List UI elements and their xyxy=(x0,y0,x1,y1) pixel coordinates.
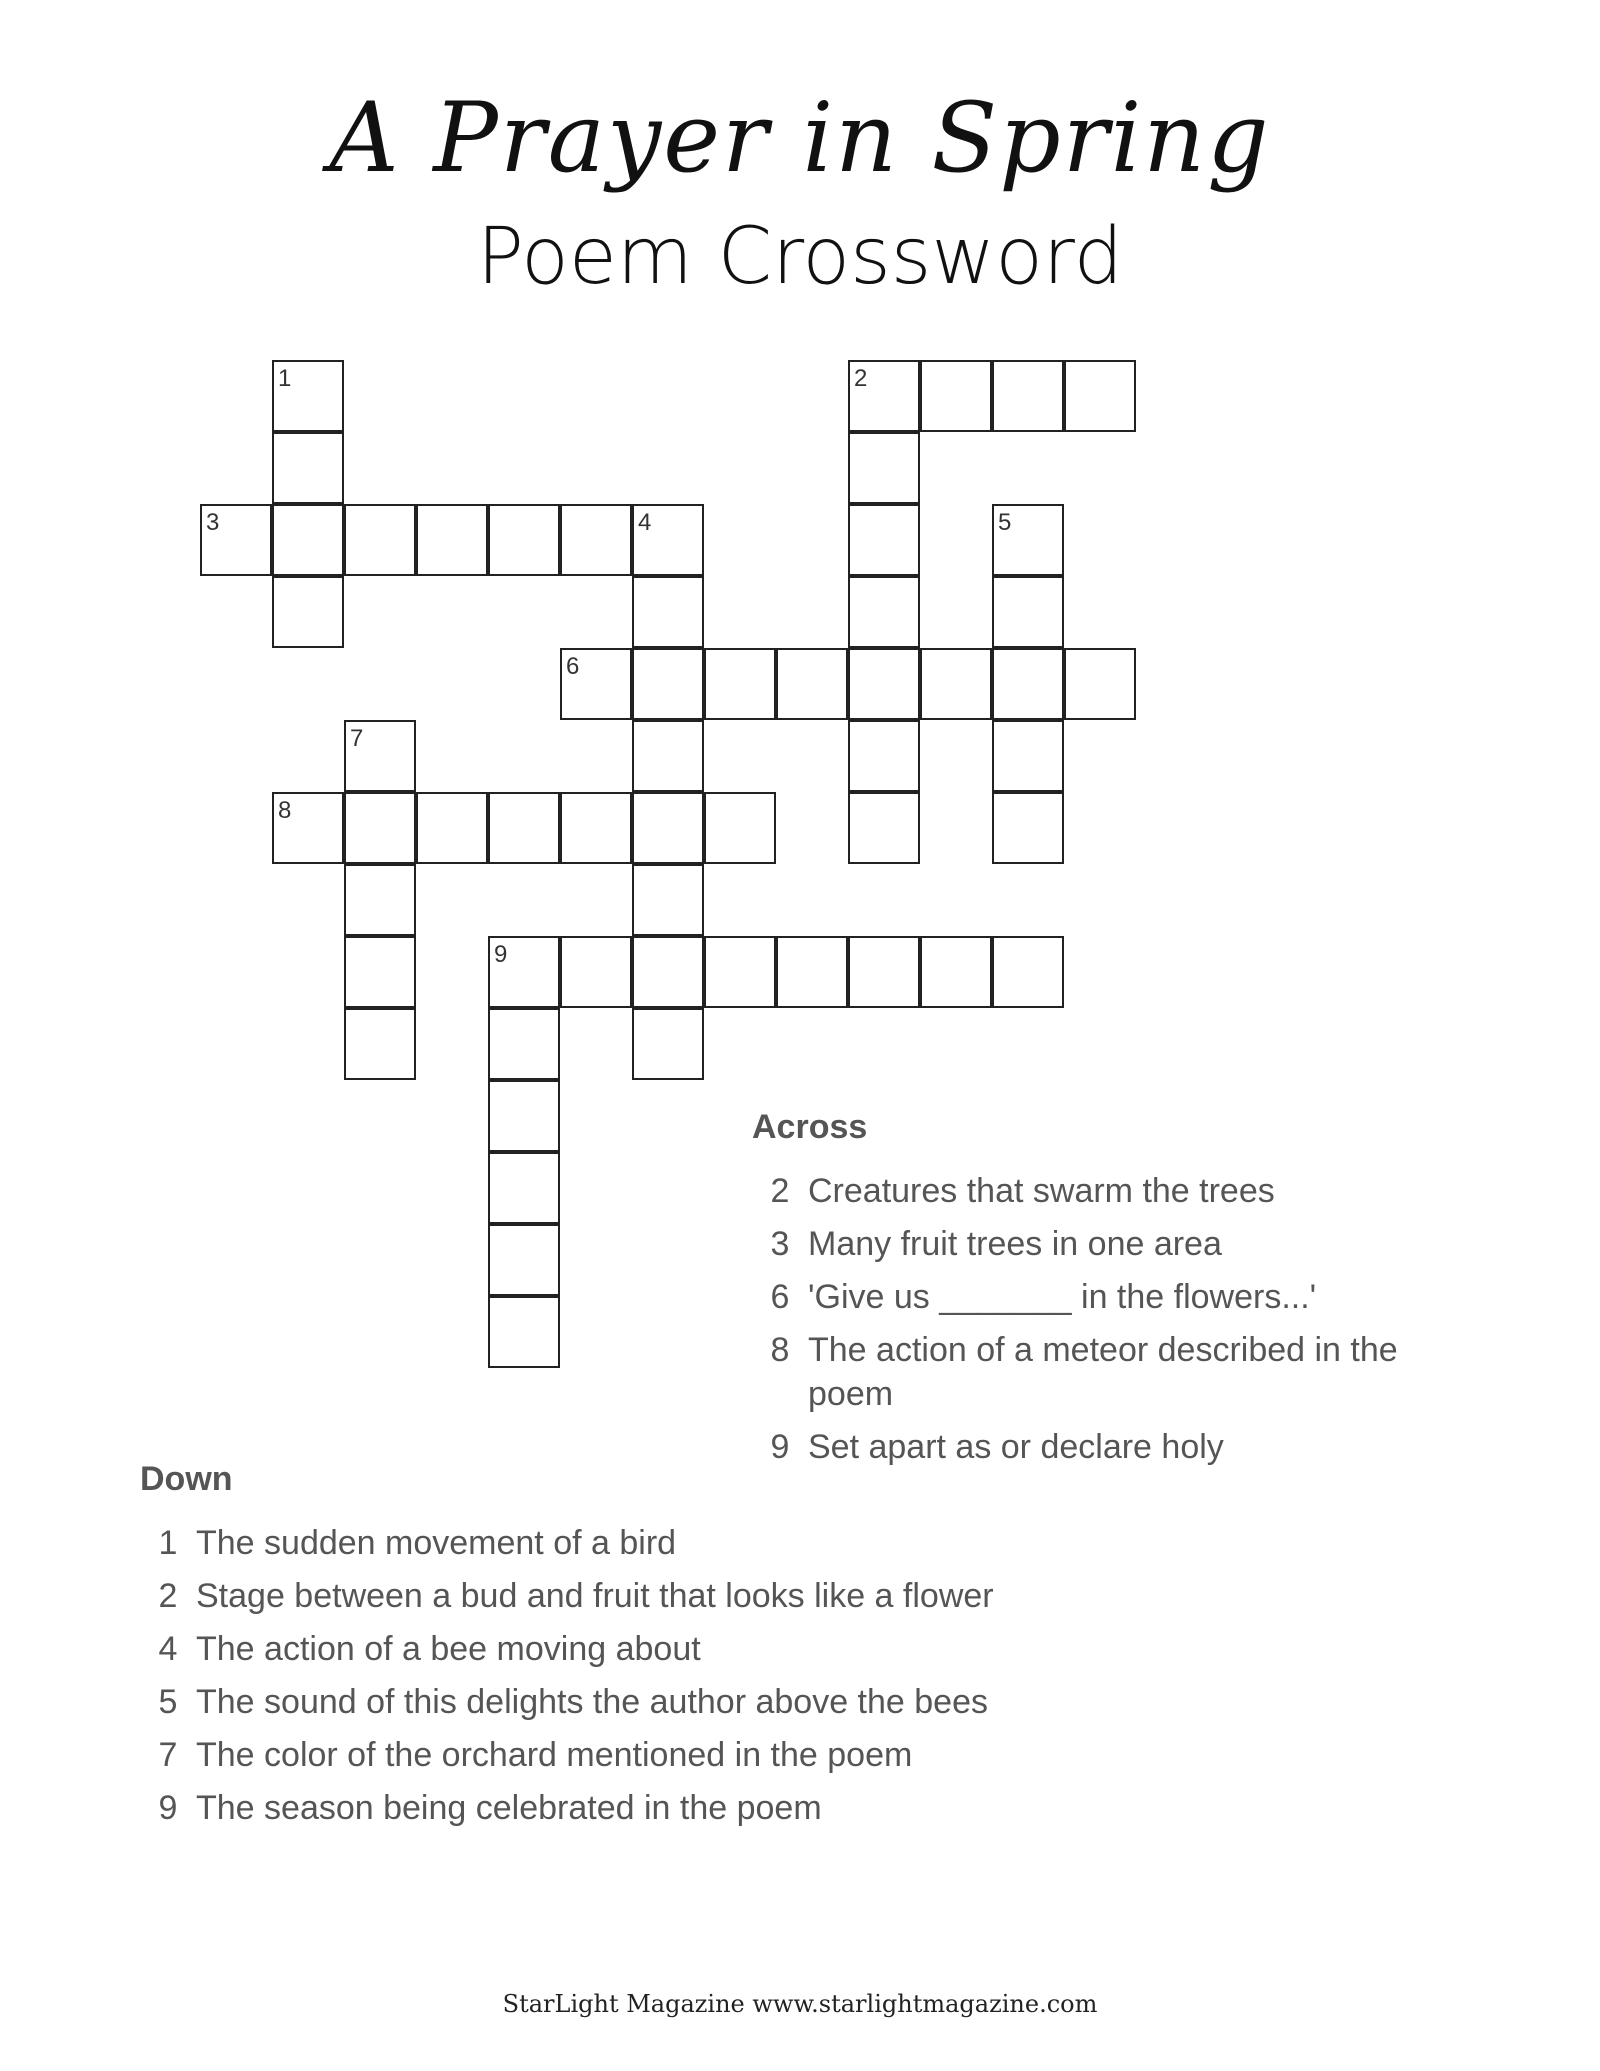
grid-cell[interactable] xyxy=(560,648,632,720)
grid-cell[interactable] xyxy=(488,1296,560,1368)
clue-number-label: 1 xyxy=(278,365,292,392)
clue-text: The color of the orchard mentioned in the poem xyxy=(196,1736,913,1774)
grid-cell[interactable] xyxy=(488,1008,560,1080)
grid-cell[interactable] xyxy=(992,720,1064,792)
grid-cell[interactable] xyxy=(632,792,704,864)
clue-number: 9 xyxy=(770,1428,790,1466)
clue-text: Creatures that swarm the trees xyxy=(808,1172,1275,1210)
clue-number: 3 xyxy=(770,1225,790,1263)
clue-number-label: 4 xyxy=(638,509,652,536)
grid-cell[interactable] xyxy=(272,792,344,864)
clue-number: 2 xyxy=(770,1172,790,1210)
grid-cell[interactable] xyxy=(1064,648,1136,720)
clue-number: 7 xyxy=(158,1736,178,1774)
grid-cell[interactable] xyxy=(1064,360,1136,432)
grid-cell[interactable] xyxy=(488,1080,560,1152)
clue-item xyxy=(752,1169,1482,1213)
clue-item xyxy=(752,1328,1482,1416)
grid-cell[interactable] xyxy=(704,792,776,864)
grid-cell[interactable] xyxy=(848,504,920,576)
clue-item xyxy=(140,1521,1010,1565)
grid-cell[interactable] xyxy=(848,432,920,504)
across-heading: Across xyxy=(752,1108,868,1146)
clue-item xyxy=(140,1627,1010,1671)
clue-number: 9 xyxy=(158,1789,178,1827)
grid-cell[interactable] xyxy=(632,936,704,1008)
clue-number-label: 7 xyxy=(350,725,364,752)
grid-cell[interactable] xyxy=(848,648,920,720)
grid-cell[interactable] xyxy=(272,576,344,648)
grid-cell[interactable] xyxy=(272,360,344,432)
clue-text: Stage between a bud and fruit that looks like a flower xyxy=(196,1577,994,1615)
grid-cell[interactable] xyxy=(272,504,344,576)
grid-cell[interactable] xyxy=(704,648,776,720)
clue-item xyxy=(140,1680,1010,1724)
clue-number: 4 xyxy=(158,1630,178,1668)
grid-cell[interactable] xyxy=(632,504,704,576)
grid-cell[interactable] xyxy=(344,936,416,1008)
clue-text: The action of a meteor described in the poem xyxy=(808,1331,1398,1413)
clue-text: The season being celebrated in the poem xyxy=(196,1789,822,1827)
grid-cell[interactable] xyxy=(992,360,1064,432)
grid-cell[interactable] xyxy=(488,792,560,864)
clue-number-label: 2 xyxy=(854,365,868,392)
grid-cell[interactable] xyxy=(632,576,704,648)
grid-cell[interactable] xyxy=(488,1152,560,1224)
clue-item xyxy=(140,1733,1010,1777)
clue-number: 6 xyxy=(770,1278,790,1316)
grid-cell[interactable] xyxy=(416,792,488,864)
grid-cell[interactable] xyxy=(344,792,416,864)
down-heading: Down xyxy=(140,1460,233,1498)
clue-number-label: 3 xyxy=(206,509,220,536)
page-title: Poem Crossword xyxy=(476,212,1124,302)
across-clues xyxy=(752,1108,1482,1478)
grid-cell[interactable] xyxy=(632,1008,704,1080)
grid-cell[interactable] xyxy=(992,648,1064,720)
clue-text: 'Give us _______ in the flowers...' xyxy=(808,1278,1317,1316)
grid-cell[interactable] xyxy=(344,1008,416,1080)
grid-cell[interactable] xyxy=(560,792,632,864)
clue-item xyxy=(752,1222,1482,1266)
footer-credit: StarLight Magazine www.starlightmagazine.com xyxy=(502,1990,1098,2018)
grid-cell[interactable] xyxy=(848,720,920,792)
grid-cell[interactable] xyxy=(632,864,704,936)
grid-cell[interactable] xyxy=(200,504,272,576)
clue-number: 2 xyxy=(158,1577,178,1615)
down-clues xyxy=(140,1460,1010,1839)
grid-cell[interactable] xyxy=(920,936,992,1008)
clue-number: 1 xyxy=(158,1524,178,1562)
clue-number-label: 6 xyxy=(566,653,580,680)
clue-text: Set apart as or declare holy xyxy=(808,1428,1224,1466)
grid-cell[interactable] xyxy=(848,360,920,432)
grid-cell[interactable] xyxy=(488,504,560,576)
grid-cell[interactable] xyxy=(776,936,848,1008)
grid-cell[interactable] xyxy=(632,648,704,720)
clue-text: The sudden movement of a bird xyxy=(196,1524,677,1562)
grid-cell[interactable] xyxy=(344,504,416,576)
grid-cell[interactable] xyxy=(992,936,1064,1008)
grid-cell[interactable] xyxy=(488,1224,560,1296)
grid-cell[interactable] xyxy=(560,936,632,1008)
grid-cell[interactable] xyxy=(920,648,992,720)
grid-cell[interactable] xyxy=(632,720,704,792)
clue-number: 5 xyxy=(158,1683,178,1721)
clue-item xyxy=(752,1275,1482,1319)
grid-cell[interactable] xyxy=(776,648,848,720)
grid-cell[interactable] xyxy=(848,792,920,864)
grid-cell[interactable] xyxy=(848,936,920,1008)
grid-cell[interactable] xyxy=(848,576,920,648)
grid-cell[interactable] xyxy=(488,936,560,1008)
grid-cell[interactable] xyxy=(992,504,1064,576)
grid-cell[interactable] xyxy=(920,360,992,432)
clue-number-label: 8 xyxy=(278,797,292,824)
grid-cell[interactable] xyxy=(344,720,416,792)
clue-text: The sound of this delights the author above the bees xyxy=(196,1683,988,1721)
clue-number-label: 9 xyxy=(494,941,508,968)
grid-cell[interactable] xyxy=(416,504,488,576)
clue-text: Many fruit trees in one area xyxy=(808,1225,1222,1263)
clue-number: 8 xyxy=(770,1331,790,1369)
grid-cell[interactable] xyxy=(272,432,344,504)
grid-cell[interactable] xyxy=(704,936,776,1008)
grid-cell[interactable] xyxy=(560,504,632,576)
title-script: A Prayer in Spring xyxy=(329,82,1271,194)
clue-item xyxy=(140,1574,1010,1618)
grid-cell[interactable] xyxy=(992,576,1064,648)
clue-item xyxy=(140,1786,1010,1830)
grid-cell[interactable] xyxy=(344,864,416,936)
clue-text: The action of a bee moving about xyxy=(196,1630,701,1668)
clue-number-label: 5 xyxy=(998,509,1012,536)
grid-cell[interactable] xyxy=(992,792,1064,864)
